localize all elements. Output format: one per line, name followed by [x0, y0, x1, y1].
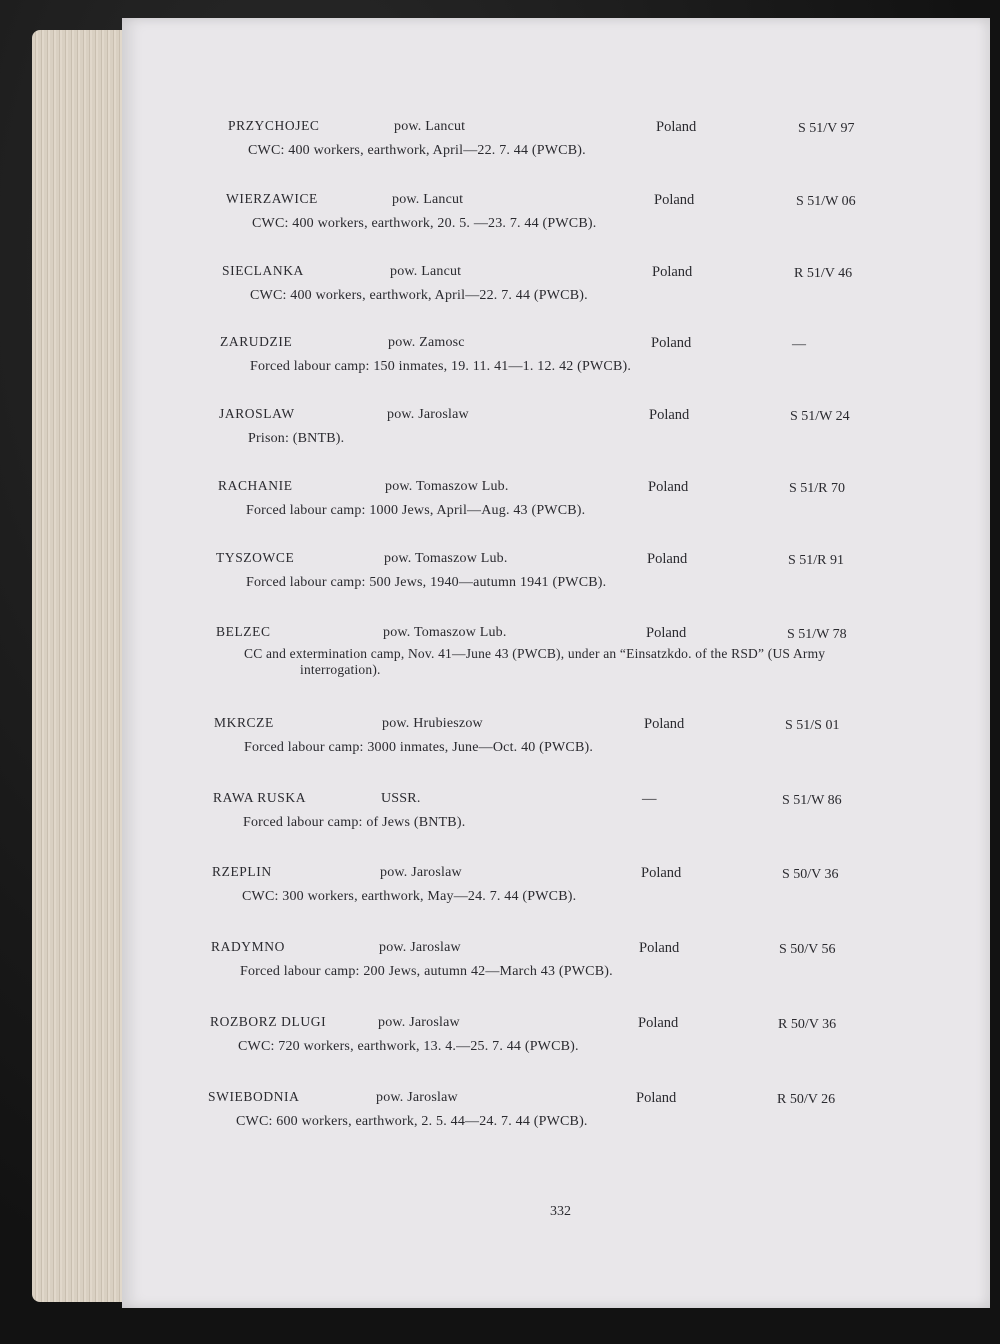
district: pow. Jaroslaw — [380, 865, 462, 880]
map-reference: S 51/W 86 — [782, 793, 842, 808]
country: Poland — [646, 625, 687, 641]
entry-zarudzie — [122, 334, 990, 394]
district: pow. Lancut — [394, 119, 466, 134]
country: Poland — [656, 119, 697, 135]
map-reference: S 50/V 36 — [782, 867, 839, 882]
district: pow. Jaroslaw — [376, 1090, 458, 1105]
entry-rawa-ruska — [122, 790, 990, 850]
description: CWC: 720 workers, earthwork, 13. 4.—25. 7. 44 (PWCB). — [238, 1039, 579, 1054]
place-name: ROZBORZ DLUGI — [210, 1014, 327, 1029]
district: pow. Jaroslaw — [379, 940, 461, 955]
description — [244, 646, 944, 678]
place-name: RZEPLIN — [212, 864, 272, 879]
district: pow. Hrubieszow — [382, 716, 483, 731]
entry-rachanie — [122, 478, 990, 538]
book-page — [122, 18, 990, 1308]
place-name: SWIEBODNIA — [208, 1089, 300, 1104]
place-name: MKRCZE — [214, 715, 274, 730]
entry-wierzawice — [122, 191, 990, 251]
map-reference: S 51/S 01 — [785, 718, 840, 733]
place-name: RACHANIE — [218, 478, 293, 493]
description: Forced labour camp: 500 Jews, 1940—autumn 1941 (PWCB). — [246, 575, 607, 590]
district: pow. Tomaszow Lub. — [383, 625, 507, 640]
map-reference: R 50/V 36 — [778, 1017, 837, 1032]
description-line-2: interrogation). — [300, 662, 381, 677]
district: pow. Tomaszow Lub. — [384, 551, 508, 566]
district: pow. Tomaszow Lub. — [385, 479, 509, 494]
description: Forced labour camp: of Jews (BNTB). — [243, 815, 466, 830]
map-reference: S 51/W 78 — [787, 627, 847, 642]
place-name: ZARUDZIE — [220, 334, 293, 349]
country: Poland — [649, 407, 690, 423]
map-reference: S 50/V 56 — [779, 942, 836, 957]
description: Forced labour camp: 1000 Jews, April—Aug. 43 (PWCB). — [246, 503, 586, 518]
page-number: 332 — [550, 1204, 571, 1219]
entry-przychojec — [122, 118, 990, 178]
place-name: JAROSLAW — [219, 406, 295, 421]
district: pow. Zamosc — [388, 335, 465, 350]
country: Poland — [641, 865, 682, 881]
map-reference: S 51/W 06 — [796, 194, 856, 209]
entry-rozborz-dlugi — [122, 1014, 990, 1074]
place-name: TYSZOWCE — [216, 550, 295, 565]
entry-sieclanka — [122, 263, 990, 323]
description: CWC: 300 workers, earthwork, May—24. 7. 44 (PWCB). — [242, 889, 577, 904]
district: USSR. — [381, 791, 421, 806]
country: Poland — [652, 264, 693, 280]
description: Forced labour camp: 3000 inmates, June—Oct. 40 (PWCB). — [244, 740, 594, 755]
country: Poland — [636, 1090, 677, 1106]
map-reference: S 51/V 97 — [798, 121, 855, 136]
description: Prison: (BNTB). — [248, 431, 345, 446]
country: Poland — [639, 940, 680, 956]
country: Poland — [644, 716, 685, 732]
country: Poland — [654, 192, 695, 208]
place-name: BELZEC — [216, 624, 271, 639]
map-reference: S 51/R 70 — [789, 481, 846, 496]
country: Poland — [647, 551, 688, 567]
district: pow. Jaroslaw — [378, 1015, 460, 1030]
entry-tyszowce — [122, 550, 990, 610]
description: Forced labour camp: 150 inmates, 19. 11. 41—1. 12. 42 (PWCB). — [250, 359, 632, 374]
map-reference: S 51/W 24 — [790, 409, 850, 424]
entry-belzec — [122, 624, 990, 704]
entry-jaroslaw — [122, 406, 990, 466]
country: Poland — [638, 1015, 679, 1031]
district: pow. Lancut — [392, 192, 464, 207]
description: Forced labour camp: 200 Jews, autumn 42—March 43 (PWCB). — [240, 964, 613, 979]
place-name: PRZYCHOJEC — [228, 118, 320, 133]
map-reference: S 51/R 91 — [788, 553, 845, 568]
description: CWC: 400 workers, earthwork, April—22. 7. 44 (PWCB). — [250, 288, 588, 303]
country: Poland — [651, 335, 692, 351]
place-name: WIERZAWICE — [226, 191, 318, 206]
country: Poland — [648, 479, 689, 495]
country: — — [642, 791, 657, 807]
entry-swiebodnia — [122, 1089, 990, 1149]
place-name: RAWA RUSKA — [213, 790, 307, 805]
description: CWC: 400 workers, earthwork, 20. 5. —23. 7. 44 (PWCB). — [252, 216, 597, 231]
place-name: SIECLANKA — [222, 263, 304, 278]
entry-mkrcze — [122, 715, 990, 775]
map-reference: R 51/V 46 — [794, 266, 853, 281]
entry-rzeplin — [122, 864, 990, 924]
description-line-1: CC and extermination camp, Nov. 41—June 43 (PWCB), under an “Einsatzkdo. of the RSD” (US Army — [244, 646, 826, 661]
description: CWC: 400 workers, earthwork, April—22. 7. 44 (PWCB). — [248, 143, 586, 158]
map-reference: R 50/V 26 — [777, 1092, 836, 1107]
district: pow. Lancut — [390, 264, 462, 279]
map-reference: — — [792, 337, 806, 352]
place-name: RADYMNO — [211, 939, 285, 954]
district: pow. Jaroslaw — [387, 407, 469, 422]
entry-radymno — [122, 939, 990, 999]
description: CWC: 600 workers, earthwork, 2. 5. 44—24. 7. 44 (PWCB). — [236, 1114, 588, 1129]
